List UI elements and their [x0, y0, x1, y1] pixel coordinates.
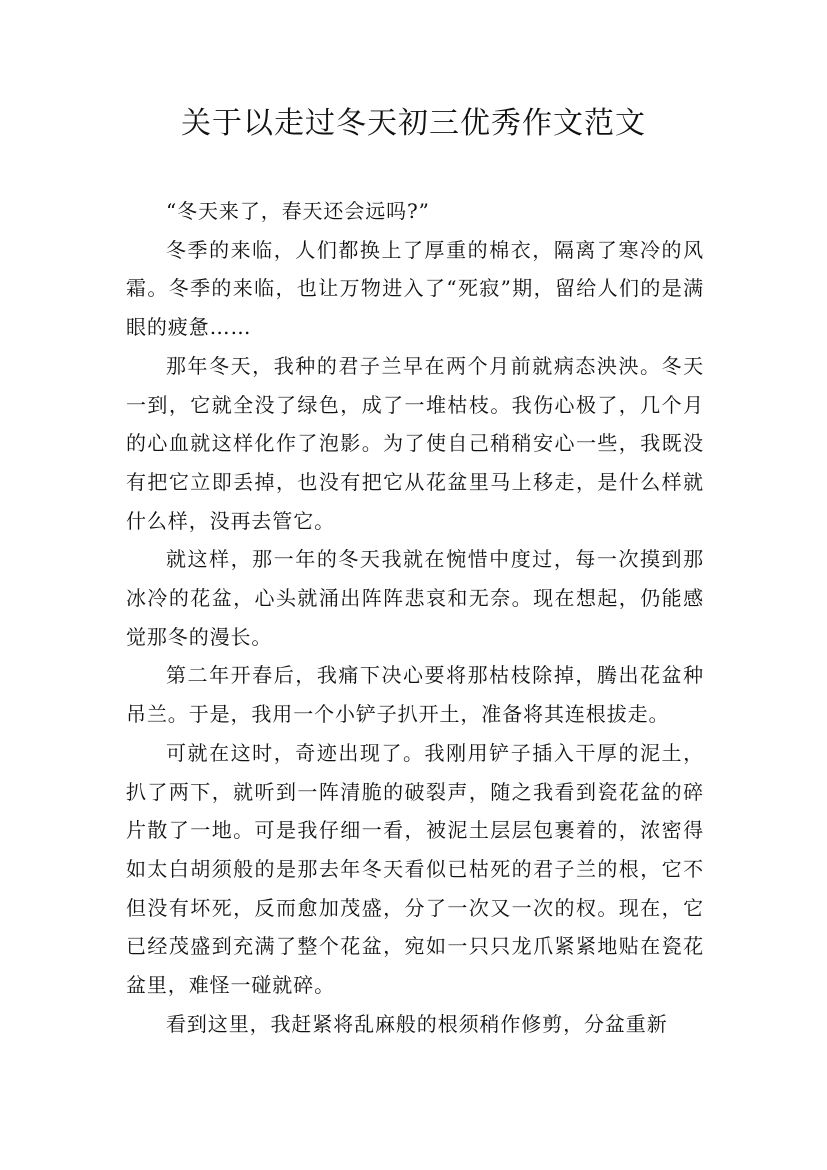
document-title: 关于以走过冬天初三优秀作文范文 — [181, 106, 646, 141]
paragraph-4: 就这样，那一年的冬天我就在惋惜中度过，每一次摸到那冰冷的花盆，心头就涌出阵阵悲哀和无奈。现在想起，仍能感觉那冬的漫长。 — [126, 547, 704, 649]
paragraph-6: 可就在这时，奇迹出现了。我刚用铲子插入干厚的泥土，扒了两下，就听到一阵清脆的破裂声，随之我看到瓷花盆的碎片散了一地。可是我仔细一看，被泥土层层包裹着的，浓密得如太白胡须般的是那去年冬天看似已枯死的君子兰的根，它不但没有坏死，反而愈加茂盛，分了一次又一次的杈。现在，它已经茂盛到充满了整个花盆，宛如一只只龙爪紧紧地贴在瓷花盆里，难怪一碰就碎。 — [126, 740, 704, 998]
paragraph-5: 第二年开春后，我痛下决心要将那枯枝除掉，腾出花盆种吊兰。于是，我用一个小铲子扒开土，准备将其连根拔走。 — [126, 663, 704, 727]
paragraph-2: 冬季的来临，人们都换上了厚重的棉衣，隔离了寒冷的风霜。冬季的来临，也让万物进入了“死寂”期，留给人们的是满眼的疲惫…… — [126, 237, 704, 340]
paragraph-7: 看到这里，我赶紧将乱麻般的根须稍作修剪，分盆重新 — [166, 1011, 668, 1036]
document-body — [126, 192, 704, 1043]
paragraph-1: “冬天来了，春天还会远吗?” — [166, 199, 430, 223]
paragraph-3: 那年冬天，我种的君子兰早在两个月前就病态泱泱。冬天一到，它就全没了绿色，成了一堆枯枝。我伤心极了，几个月的心血就这样化作了泡影。为了使自己稍稍安心一些，我既没有把它立即丢掉，也没有把它从花盆里马上移走，是什么样就什么样，没再去管它。 — [126, 353, 704, 533]
